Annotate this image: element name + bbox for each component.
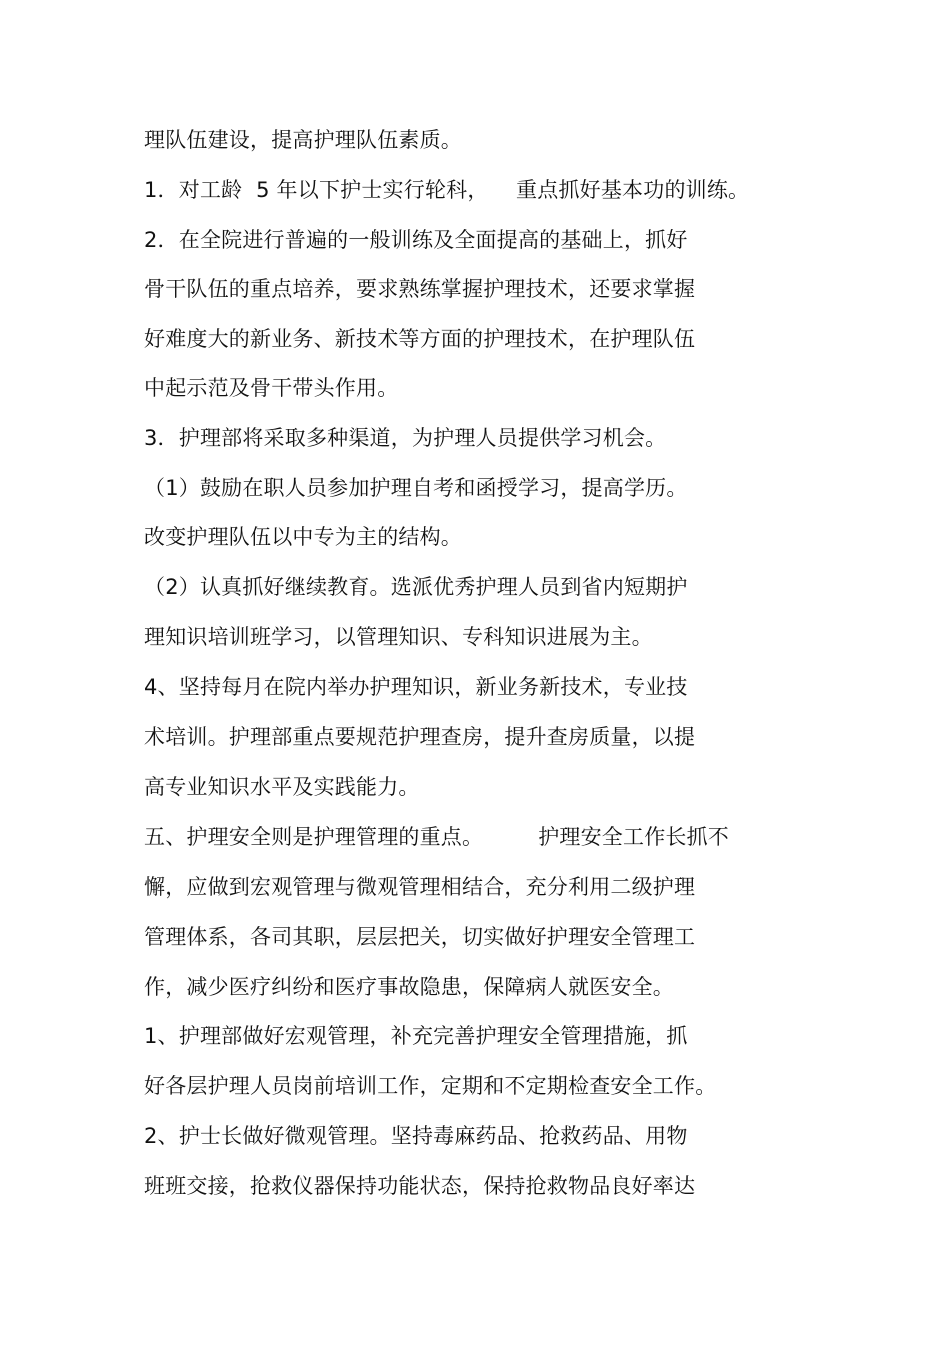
text-line: （2）认真抓好继续教育。选派优秀护理人员到省内短期护 [144, 575, 688, 599]
text-line: 理队伍建设，提高护理队伍素质。 [144, 128, 462, 152]
text-line: 3．护理部将采取多种渠道，为护理人员提供学习机会。 [144, 426, 667, 450]
text-line: 4、坚持每月在院内举办护理知识，新业务新技术，专业技 [144, 675, 688, 699]
text-line: 中起示范及骨干带头作用。 [144, 376, 399, 400]
text-line: 作，减少医疗纠纷和医疗事故隐患，保障病人就医安全。 [144, 975, 674, 999]
text-line: 好各层护理人员岗前培训工作，定期和不定期检查安全工作。 [144, 1074, 717, 1098]
text-line: 改变护理队伍以中专为主的结构。 [144, 525, 462, 549]
text-line: 1、护理部做好宏观管理，补充完善护理安全管理措施，抓 [144, 1024, 688, 1048]
text-line: 2．在全院进行普遍的一般训练及全面提高的基础上，抓好 [144, 228, 688, 252]
text-line: 高专业知识水平及实践能力。 [144, 775, 420, 799]
text-line: 班班交接，抢救仪器保持功能状态，保持抢救物品良好率达 [144, 1174, 696, 1198]
text-line: 好难度大的新业务、新技术等方面的护理技术，在护理队伍 [144, 327, 696, 351]
text-line: 五、护理安全则是护理管理的重点。 护理安全工作长抓不 [144, 825, 729, 849]
text-line: 术培训。护理部重点要规范护理查房，提升查房质量，以提 [144, 725, 696, 749]
text-line: 2、护士长做好微观管理。坚持毒麻药品、抢救药品、用物 [144, 1124, 688, 1148]
text-line: 懈，应做到宏观管理与微观管理相结合，充分利用二级护理 [144, 875, 696, 899]
text-line: （1）鼓励在职人员参加护理自考和函授学习，提高学历。 [144, 476, 688, 500]
text-line: 管理体系，各司其职，层层把关，切实做好护理安全管理工 [144, 925, 696, 949]
text-line: 骨干队伍的重点培养，要求熟练掌握护理技术，还要求掌握 [144, 277, 696, 301]
text-line: 理知识培训班学习，以管理知识、专科知识进展为主。 [144, 625, 653, 649]
text-line: 1．对工龄 5 年以下护士实行轮科， 重点抓好基本功的训练。 [144, 178, 750, 202]
